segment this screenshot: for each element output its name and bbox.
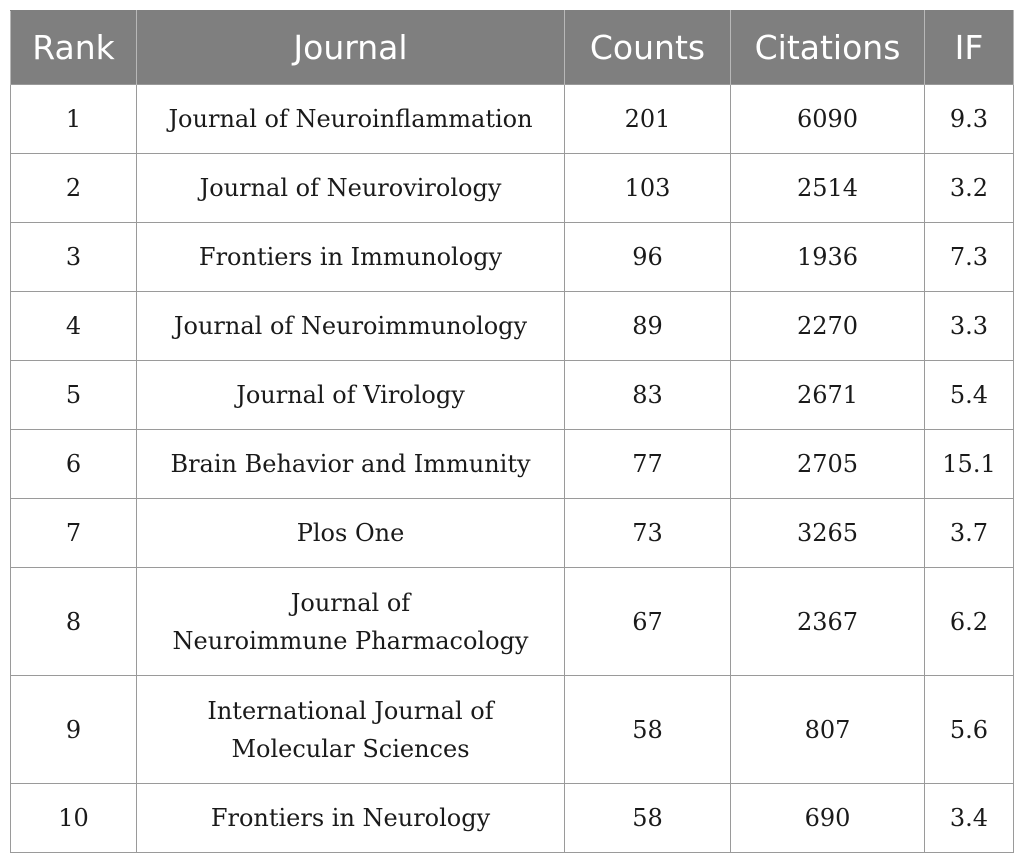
cell-rank: 5 [11,361,137,430]
journal-name: Journal of Neuroimmunology [173,312,528,340]
table-row [11,784,1014,853]
cell-if: 5.6 [925,676,1014,784]
cell-journal [137,784,565,853]
table-row [11,223,1014,292]
cell-if: 3.2 [925,154,1014,223]
journal-ranking-table [10,10,1014,853]
cell-if: 5.4 [925,361,1014,430]
cell-counts: 96 [565,223,731,292]
cell-citations: 2705 [731,430,925,499]
header-journal: Journal [137,11,565,85]
cell-citations: 2367 [731,568,925,676]
cell-citations: 2270 [731,292,925,361]
cell-rank: 4 [11,292,137,361]
cell-journal [137,361,565,430]
journal-name: Plos One [296,519,405,547]
cell-journal [137,430,565,499]
cell-journal [137,568,565,676]
cell-counts: 83 [565,361,731,430]
cell-if: 9.3 [925,85,1014,154]
cell-citations: 2671 [731,361,925,430]
table-row [11,568,1014,676]
header-if: IF [925,11,1014,85]
table-row [11,154,1014,223]
cell-if: 3.4 [925,784,1014,853]
cell-if: 15.1 [925,430,1014,499]
journal-name: International Journal of Molecular Sciences [207,696,494,763]
journal-name: Journal of Neurovirology [199,174,502,202]
cell-counts: 103 [565,154,731,223]
journal-name: Brain Behavior and Immunity [170,450,531,478]
cell-counts: 67 [565,568,731,676]
cell-if: 6.2 [925,568,1014,676]
header-rank: Rank [11,11,137,85]
cell-citations: 807 [731,676,925,784]
table-row [11,361,1014,430]
cell-counts: 77 [565,430,731,499]
cell-rank: 2 [11,154,137,223]
journal-name: Journal of Virology [236,381,465,409]
header-counts: Counts [565,11,731,85]
cell-rank: 9 [11,676,137,784]
cell-rank: 3 [11,223,137,292]
cell-counts: 201 [565,85,731,154]
cell-if: 3.7 [925,499,1014,568]
journal-name: Journal of Neuroinflammation [168,105,533,133]
cell-counts: 58 [565,676,731,784]
cell-rank: 10 [11,784,137,853]
journal-name: Journal of Neuroimmune Pharmacology [172,588,529,655]
cell-counts: 73 [565,499,731,568]
journal-name: Frontiers in Neurology [210,804,491,832]
cell-citations: 690 [731,784,925,853]
cell-if: 3.3 [925,292,1014,361]
cell-rank: 8 [11,568,137,676]
journal-name: Frontiers in Immunology [198,243,503,271]
cell-counts: 58 [565,784,731,853]
cell-rank: 7 [11,499,137,568]
cell-if: 7.3 [925,223,1014,292]
cell-journal [137,292,565,361]
table-row [11,499,1014,568]
cell-journal [137,676,565,784]
cell-citations: 6090 [731,85,925,154]
cell-rank: 6 [11,430,137,499]
cell-citations: 1936 [731,223,925,292]
cell-citations: 2514 [731,154,925,223]
cell-counts: 89 [565,292,731,361]
cell-journal [137,85,565,154]
header-citations: Citations [731,11,925,85]
cell-journal [137,499,565,568]
cell-rank: 1 [11,85,137,154]
table-row [11,85,1014,154]
table-row [11,292,1014,361]
cell-citations: 3265 [731,499,925,568]
table-row [11,430,1014,499]
header-row [11,11,1014,85]
table-row [11,676,1014,784]
cell-journal [137,154,565,223]
cell-journal [137,223,565,292]
